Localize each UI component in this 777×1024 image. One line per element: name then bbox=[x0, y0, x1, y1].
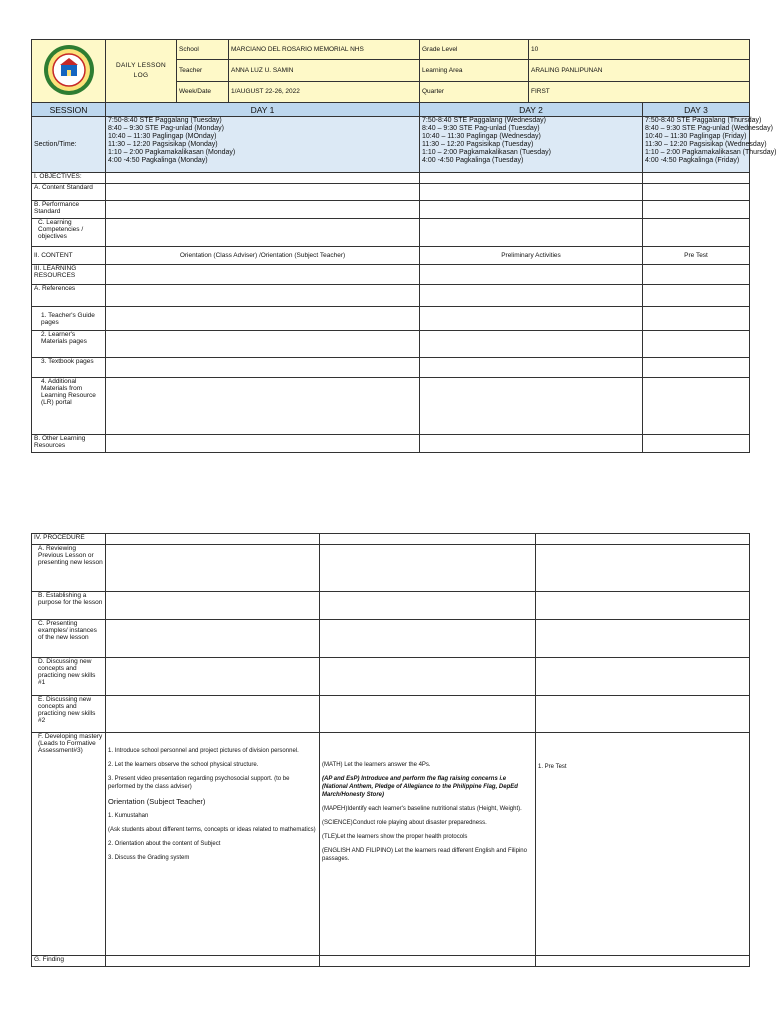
cell bbox=[420, 435, 643, 453]
content-standard-label: A. Content Standard bbox=[32, 184, 106, 201]
day3-schedule: 7:50-8:40 STE Paggalang (Thursday) 8:40 – 9:30 STE Pag-unlad (Wednesday) 10:40 – 11:30 Paglingap (Friday) 11:30 – 12:20 Pagsisikap (Wednesday) 1:10 – 2:00 Pagkamakalikasan (Thursday) 4:00 -4:50 Pagkalinga (Friday) bbox=[643, 117, 750, 173]
objectives-label: I. OBJECTIVES: bbox=[32, 173, 106, 184]
developing-mastery-label: F. Developing mastery (Leads to Formative Assessment#3) bbox=[32, 733, 106, 956]
day2-developing-mastery bbox=[320, 733, 536, 956]
grade-level-value: 10 bbox=[529, 40, 750, 60]
day3-content: Pre Test bbox=[643, 247, 750, 265]
cell bbox=[106, 184, 420, 201]
cell bbox=[320, 658, 536, 696]
cell bbox=[536, 620, 750, 658]
cell bbox=[320, 545, 536, 592]
cell bbox=[106, 219, 420, 247]
presenting-examples-label: C. Presenting examples/ instances of the new lesson bbox=[32, 620, 106, 658]
cell bbox=[420, 219, 643, 247]
performance-standard-label: B. Performance Standard bbox=[32, 201, 106, 219]
cell bbox=[643, 435, 750, 453]
cell bbox=[420, 265, 643, 285]
cell bbox=[106, 534, 320, 545]
cell bbox=[106, 307, 420, 331]
lesson-log-table-procedure bbox=[31, 533, 750, 967]
discussing-skills-1-label: D. Discussing new concepts and practicing new skills #1 bbox=[32, 658, 106, 696]
day1-item-2: 2. Let the learners observe the school physical structure. bbox=[108, 762, 259, 768]
day2-header: DAY 2 bbox=[420, 103, 643, 117]
cell bbox=[643, 358, 750, 378]
cell bbox=[106, 331, 420, 358]
english-filipino-activity: (ENGLISH AND FILIPINO) Let the learners read different English and Filipino passages. bbox=[322, 848, 527, 862]
cell bbox=[420, 307, 643, 331]
tle-activity: (TLE)Let the learners show the proper health protocols bbox=[322, 834, 468, 840]
mapeh-activity: (MAPEH)Identify each learner's baseline nutritional status (Height, Weight). bbox=[322, 806, 522, 812]
day3-developing-mastery bbox=[536, 733, 750, 956]
cell bbox=[106, 285, 420, 307]
learning-competencies-label: C. Learning Competencies / objectives bbox=[32, 219, 106, 247]
cell bbox=[420, 378, 643, 435]
dll-title: DAILY LESSON LOG bbox=[106, 40, 177, 103]
day1-sub-1: 1. Kumustahan bbox=[108, 813, 149, 819]
teacher-label: Teacher bbox=[177, 60, 229, 82]
cell bbox=[643, 173, 750, 184]
day1-header: DAY 1 bbox=[106, 103, 420, 117]
cell bbox=[106, 358, 420, 378]
cell bbox=[643, 219, 750, 247]
day2-schedule: 7:50-8:40 STE Paggalang (Wednesday) 8:40 – 9:30 STE Pag-unlad (Tuesday) 10:40 – 11:30 Paglingap (Wednesday) 11:30 – 12:20 Pagsisikap (Tuesday) 1:10 – 2:00 Pagkamakalikasan (Tuesday) 4:00 -4:50 Pagkalinga (Tuesday) bbox=[420, 117, 643, 173]
cell bbox=[420, 201, 643, 219]
day3-header: DAY 3 bbox=[643, 103, 750, 117]
other-resources-label: B. Other Learning Resources bbox=[32, 435, 106, 453]
day1-item-1: 1. Introduce school personnel and project pictures of division personnel. bbox=[108, 748, 299, 754]
day1-schedule: 7:50-8:40 STE Paggalang (Tuesday) 8:40 – 9:30 STE Pag-unlad (Monday) 10:40 – 11:30 Paglingap (MOnday) 11:30 – 12:20 Pagsisikap (Monday) 1:10 – 2:00 Pagkamakalikasan (Monday) 4:00 -4:50 Pagkalinga (Monday) bbox=[106, 117, 420, 173]
cell bbox=[106, 435, 420, 453]
day1-developing-mastery bbox=[106, 733, 320, 956]
science-activity: (SCIENCE)Conduct role playing about disaster preparedness. bbox=[322, 820, 487, 826]
day2-content: Preliminary Activities bbox=[420, 247, 643, 265]
cell bbox=[643, 265, 750, 285]
cell bbox=[106, 658, 320, 696]
day3-item-1: 1. Pre Test bbox=[538, 764, 567, 770]
cell bbox=[320, 696, 536, 733]
week-date-value: 1/AUGUST 22-26, 2022 bbox=[229, 82, 420, 103]
day1-sub-3: 3. Discuss the Grading system bbox=[108, 855, 190, 861]
quarter-value: FIRST bbox=[529, 82, 750, 103]
cell bbox=[106, 620, 320, 658]
cell bbox=[420, 358, 643, 378]
day1-content: Orientation (Class Adviser) /Orientation (Subject Teacher) bbox=[106, 247, 420, 265]
cell bbox=[106, 956, 320, 967]
cell bbox=[420, 184, 643, 201]
finding-label: G. Finding bbox=[32, 956, 106, 967]
cell bbox=[106, 173, 420, 184]
reviewing-lesson-label: A. Reviewing Previous Lesson or presenting new lesson bbox=[32, 545, 106, 592]
cell bbox=[536, 534, 750, 545]
quarter-label: Quarter bbox=[420, 82, 529, 103]
cell bbox=[106, 696, 320, 733]
cell bbox=[536, 592, 750, 620]
textbook-label: 3. Textbook pages bbox=[32, 358, 106, 378]
establishing-purpose-label: B. Establishing a purpose for the lesson bbox=[32, 592, 106, 620]
content-label: II. CONTENT bbox=[32, 247, 106, 265]
cell bbox=[536, 956, 750, 967]
learning-area-value: ARALING PANLIPUNAN bbox=[529, 60, 750, 82]
school-label: School bbox=[177, 40, 229, 60]
learning-resources-label: III. LEARNING RESOURCES bbox=[32, 265, 106, 285]
cell bbox=[643, 331, 750, 358]
deped-seal-logo bbox=[32, 40, 106, 103]
cell bbox=[643, 201, 750, 219]
cell bbox=[320, 534, 536, 545]
day1-sub-1-note: (Ask students about different terms, concepts or ideas related to mathematics) bbox=[108, 827, 316, 833]
cell bbox=[106, 265, 420, 285]
day1-item-3: 3. Present video presentation regarding psychosocial support. (to be performed by the class adviser) bbox=[108, 776, 290, 790]
orientation-subject-heading: Orientation (Subject Teacher) bbox=[108, 797, 206, 806]
section-time-label: Section/Time: bbox=[32, 117, 106, 173]
cell bbox=[106, 545, 320, 592]
cell bbox=[536, 658, 750, 696]
grade-level-label: Grade Level bbox=[420, 40, 529, 60]
cell bbox=[106, 201, 420, 219]
procedure-label: IV. PROCEDURE bbox=[32, 534, 106, 545]
session-header: SESSION bbox=[32, 103, 106, 117]
teachers-guide-label: 1. Teacher's Guide pages bbox=[32, 307, 106, 331]
cell bbox=[320, 956, 536, 967]
day1-sub-2: 2. Orientation about the content of Subject bbox=[108, 841, 221, 847]
cell bbox=[643, 307, 750, 331]
ap-esp-activity: (AP and EsP) Introduce and perform the flag raising concerns i.e (National Anthem, Pledge of Allegiance to the Philippine Flag, DepEd March/Honesty Store) bbox=[322, 776, 518, 798]
cell bbox=[420, 285, 643, 307]
cell bbox=[536, 545, 750, 592]
cell bbox=[106, 378, 420, 435]
cell bbox=[320, 620, 536, 658]
cell bbox=[643, 285, 750, 307]
learning-area-label: Learning Area bbox=[420, 60, 529, 82]
cell bbox=[643, 184, 750, 201]
additional-materials-label: 4. Additional Materials from Learning Resource (LR) portal bbox=[32, 378, 106, 435]
discussing-skills-2-label: E. Discussing new concepts and practicing new skills #2 bbox=[32, 696, 106, 733]
cell bbox=[106, 592, 320, 620]
cell bbox=[320, 592, 536, 620]
cell bbox=[420, 331, 643, 358]
week-date-label: Week/Date bbox=[177, 82, 229, 103]
cell bbox=[536, 696, 750, 733]
cell bbox=[420, 173, 643, 184]
lesson-log-table-top bbox=[31, 39, 777, 453]
math-activity: (MATH) Let the learners answer the 4Ps. bbox=[322, 762, 431, 768]
school-seal-icon bbox=[40, 43, 98, 97]
references-label: A. References bbox=[32, 285, 106, 307]
teacher-value: ANNA LUZ U. SAMIN bbox=[229, 60, 420, 82]
school-value: MARCIANO DEL ROSARIO MEMORIAL NHS bbox=[229, 40, 420, 60]
learners-materials-label: 2. Learner's Materials pages bbox=[32, 331, 106, 358]
cell bbox=[643, 378, 750, 435]
